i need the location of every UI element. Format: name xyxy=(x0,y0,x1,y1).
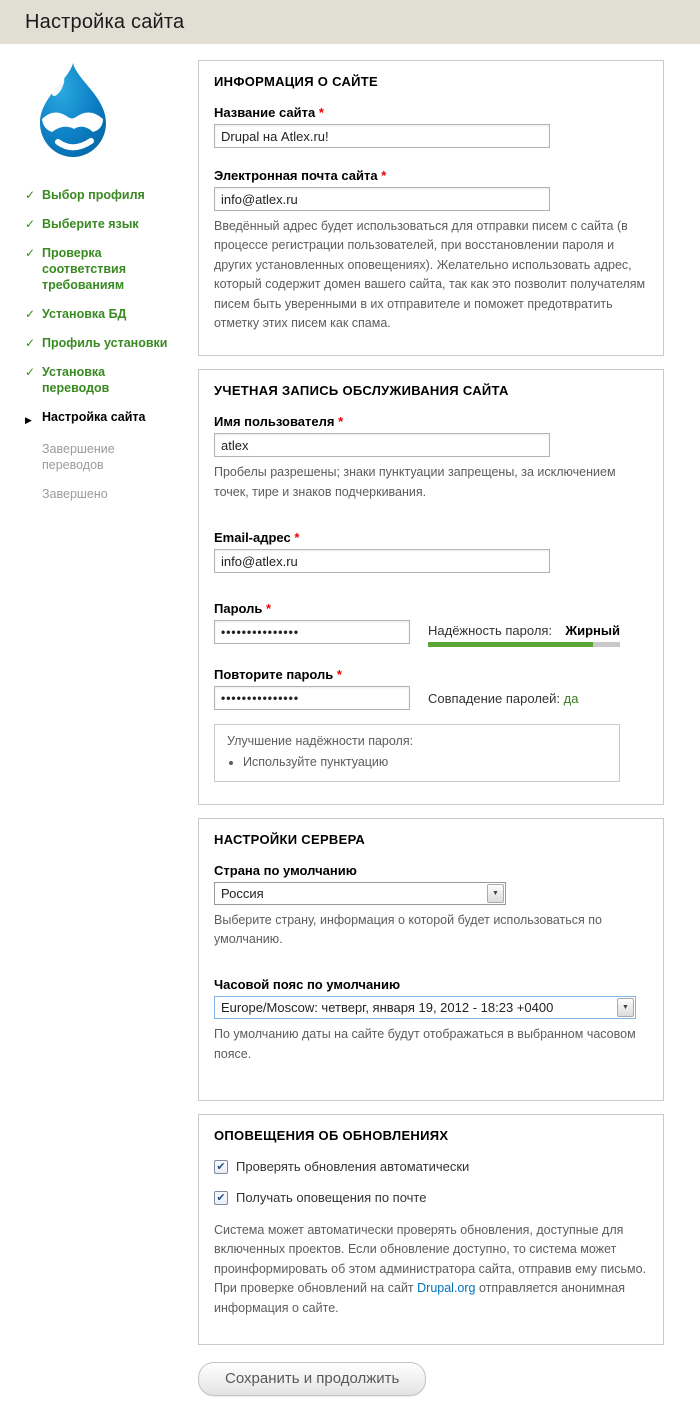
default-country-description: Выберите страну, информация о которой будет использоваться по умолчанию. xyxy=(214,912,602,946)
check-icon: ✓ xyxy=(25,188,36,202)
form-item-username xyxy=(214,414,648,502)
site-email-input[interactable] xyxy=(214,187,550,211)
form-item-password xyxy=(214,601,648,647)
password-input[interactable] xyxy=(214,620,410,644)
account-email-label: Email-адрес * xyxy=(214,530,300,545)
form-item-site-email xyxy=(214,168,648,333)
selected-country: Россия xyxy=(221,885,264,901)
username-description: Пробелы разрешены; знаки пунктуации запрещены, за исключением точек, тире и знаков подчеркивания. xyxy=(214,465,616,499)
form-actions xyxy=(198,1358,664,1416)
default-timezone-label: Часовой пояс по умолчанию xyxy=(214,977,401,993)
fieldset-legend: УЧЕТНАЯ ЗАПИСЬ ОБСЛУЖИВАНИЯ САЙТА xyxy=(214,383,509,399)
form-item-default-country xyxy=(214,863,648,950)
fieldset-legend: НАСТРОЙКИ СЕРВЕРА xyxy=(214,831,366,847)
required-mark: * xyxy=(266,601,272,616)
checkbox-row-email-notifications[interactable] xyxy=(214,1190,648,1205)
check-icon: ✓ xyxy=(25,217,36,231)
check-icon: ✓ xyxy=(25,246,36,260)
required-mark: * xyxy=(338,414,344,430)
form-item-confirm-password xyxy=(214,667,648,782)
password-match-status: Совпадение паролей: да xyxy=(428,691,579,706)
password-suggestions-box xyxy=(214,724,620,782)
check-icon: ✓ xyxy=(25,365,36,379)
install-steps xyxy=(25,187,175,502)
username-input[interactable] xyxy=(214,433,550,457)
dropdown-arrow-icon: ▼ xyxy=(617,998,634,1017)
checkbox-row-check-updates[interactable] xyxy=(214,1159,648,1174)
fieldset-server-settings xyxy=(198,818,664,1102)
account-email-input[interactable] xyxy=(214,549,550,573)
check-icon: ✓ xyxy=(25,307,36,321)
default-country-select[interactable] xyxy=(214,882,506,905)
fieldset-maintenance-account xyxy=(198,369,664,804)
site-name-input[interactable] xyxy=(214,124,550,148)
content xyxy=(0,44,700,1416)
form-item-site-name xyxy=(214,105,648,148)
required-mark: * xyxy=(318,105,324,120)
fieldset-legend: ИНФОРМАЦИЯ О САЙТЕ xyxy=(214,74,378,89)
password-strength-bar-fill xyxy=(428,642,593,647)
page-title: Настройка сайта xyxy=(25,10,185,33)
username-label: Имя пользователя * xyxy=(214,414,344,430)
site-email-label: Электронная почта сайта * xyxy=(214,168,387,183)
password-label: Пароль * xyxy=(214,601,272,616)
form-item-account-email xyxy=(214,530,648,573)
password-match-value: да xyxy=(563,691,579,706)
default-timezone-select[interactable] xyxy=(214,996,636,1019)
step-finished: Завершено xyxy=(42,487,108,501)
install-form xyxy=(198,60,664,1416)
fieldset-legend: ОПОВЕЩЕНИЯ ОБ ОБНОВЛЕНИЯХ xyxy=(214,1128,449,1143)
checkbox-icon[interactable]: ✔ xyxy=(214,1160,228,1174)
save-and-continue-button[interactable]: Сохранить и продолжить xyxy=(198,1362,426,1396)
confirm-password-label: Повторите пароль * xyxy=(214,667,342,682)
check-icon: ✓ xyxy=(25,336,36,350)
password-strength-bar xyxy=(428,642,620,647)
default-country-label: Страна по умолчанию xyxy=(214,862,357,878)
step-finish-translations: Завершение переводов xyxy=(42,442,115,472)
page-header xyxy=(0,0,700,44)
site-name-label: Название сайта * xyxy=(214,105,324,120)
confirm-password-input[interactable] xyxy=(214,686,410,710)
email-notifications-label: Получать оповещения по почте xyxy=(236,1190,427,1205)
password-strength-indicator xyxy=(428,620,648,647)
step-requirements: ✓ Проверка соответствия требованиям xyxy=(25,246,127,292)
site-email-description: Введённый адрес будет использоваться для отправки писем с сайта (в процессе регистрации пользователей, при восстановлении пароля и других установленных оповещениях). Желательно использовать адрес, который содержит домен вашего сайта, так как это позволит получателям писем быть уверенными в их отправителе и поможет предотвратить отметку этих писем как спама. xyxy=(214,219,646,330)
password-suggestion-item: • Используйте пунктуацию xyxy=(243,753,607,772)
required-mark: * xyxy=(294,530,300,545)
fieldset-update-notifications xyxy=(198,1114,664,1345)
step-profile-choice: ✓ Выбор профиля xyxy=(25,188,145,202)
current-step-arrow-icon: ▶ xyxy=(25,415,32,425)
required-mark: * xyxy=(381,168,387,183)
selected-timezone: Europe/Moscow: четверг, января 19, 2012 - 18:23 +0400 xyxy=(221,1000,554,1016)
dropdown-arrow-icon: ▼ xyxy=(487,884,504,903)
step-install-profile: ✓ Профиль установки xyxy=(25,336,168,350)
install-sidebar xyxy=(25,60,175,1416)
check-updates-label: Проверять обновления автоматически xyxy=(236,1159,470,1174)
password-strength-value: Жирный xyxy=(565,623,620,638)
checkbox-icon[interactable]: ✔ xyxy=(214,1191,228,1205)
required-mark: * xyxy=(336,667,342,682)
step-language: ✓ Выберите язык xyxy=(25,217,139,231)
drupal-logo-icon xyxy=(27,62,175,167)
default-timezone-description: По умолчанию даты на сайте будут отображаться в выбранном часовом поясе. xyxy=(214,1027,636,1061)
step-configure-site-current: ▶ Настройка сайта xyxy=(25,409,175,428)
step-translations: ✓ Установка переводов xyxy=(25,365,110,395)
updates-description: Система может автоматически проверять обновления, доступные для включенных проектов. Если обновление доступно, то система может проинформировать об этом администратора сайта, отправив ему письмо. При проверке обновлений на сайт Drupal.org отправляется анонимная информация о сайте. xyxy=(214,1223,647,1315)
form-item-default-timezone xyxy=(214,977,648,1064)
password-strength-label: Надёжность пароля: xyxy=(428,623,553,638)
drupal-org-link[interactable]: Drupal.org xyxy=(417,1281,476,1296)
step-database: ✓ Установка БД xyxy=(25,307,127,321)
fieldset-site-information xyxy=(198,60,664,356)
password-suggestions-title: Улучшение надёжности пароля: xyxy=(227,734,414,748)
